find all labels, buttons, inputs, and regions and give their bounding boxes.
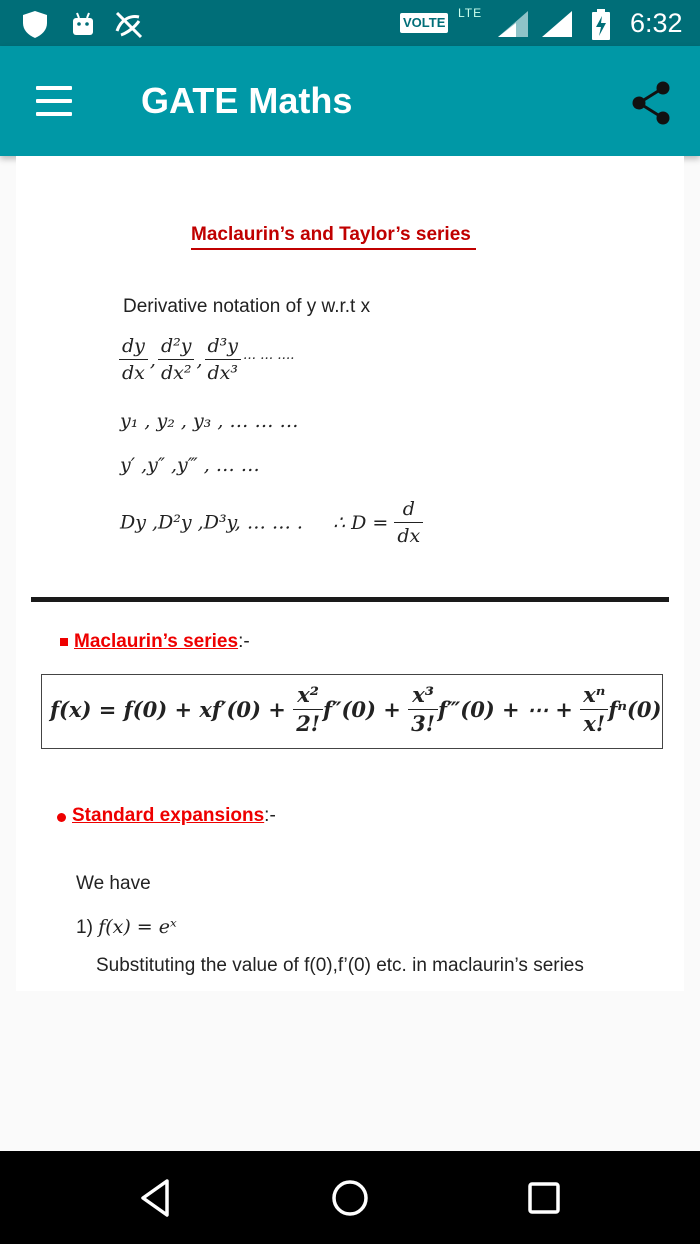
app-bar bbox=[0, 46, 700, 156]
maclaurin-formula-box bbox=[41, 674, 663, 749]
android-icon bbox=[68, 9, 98, 39]
clock: 6:32 bbox=[630, 8, 683, 38]
prime-notation: y′ ,y″ ,y‴ , … … bbox=[120, 454, 260, 476]
derivative-intro: Derivative notation of y w.r.t x bbox=[123, 296, 371, 317]
menu-button[interactable] bbox=[30, 82, 80, 120]
shield-icon bbox=[20, 9, 50, 39]
no-sync-icon bbox=[113, 9, 145, 39]
page-heading: Maclaurin’s and Taylor’s series bbox=[191, 224, 476, 250]
app-title: GATE Maths bbox=[141, 80, 353, 121]
fraction-d2y-dx2: $\frac{\text{d²y}}{\text{dx²}}$ bbox=[158, 333, 195, 386]
bullet-dot-icon bbox=[57, 813, 66, 822]
fraction-d-dx: $\frac{d}{dx}$ bbox=[394, 496, 423, 549]
section-divider bbox=[31, 597, 669, 602]
we-have-text: We have bbox=[76, 873, 151, 894]
signal-full-icon bbox=[540, 9, 574, 39]
home-icon[interactable] bbox=[327, 1175, 373, 1221]
lte-label: LTE bbox=[458, 6, 483, 20]
signal-icon bbox=[496, 9, 530, 39]
maclaurin-formula: f(x) = f(0) + xf′(0) + $\frac{\text{x²}}{2!}$ f″(0) + $\frac{\text{x³}}{3!}$ f‴(0) + ⋯ + $\frac{\text{xⁿ}}{x!}$ fⁿ(0) bbox=[50, 682, 662, 736]
navigation-bar bbox=[0, 1151, 700, 1244]
back-icon[interactable] bbox=[133, 1175, 179, 1221]
volte-badge: VOLTE bbox=[400, 13, 448, 33]
content-page[interactable] bbox=[16, 156, 684, 991]
menu-icon bbox=[36, 86, 72, 90]
operator-notation: Dy ,D²y ,D³y, … … . ∴ D = $\frac{d}{dx}$ bbox=[120, 496, 423, 549]
substituting-text: Substituting the value of f(0),f’(0) etc. in maclaurin’s series bbox=[96, 955, 584, 976]
status-bar bbox=[0, 0, 700, 46]
fraction-notation: $\frac{dy}{dx}$ , $\frac{\text{d²y}}{\text{dx²}}$ , $\frac{\text{d³y}}{\text{dx³}}$ … … …. bbox=[119, 333, 296, 386]
fraction-dy-dx: $\frac{dy}{dx}$ bbox=[119, 333, 148, 386]
recents-icon[interactable] bbox=[521, 1175, 567, 1221]
battery-charging-icon bbox=[590, 9, 612, 41]
fraction-d3y-dx3: $\frac{\text{d³y}}{\text{dx³}}$ bbox=[205, 333, 242, 386]
standard-expansions-title: Standard expansions:- bbox=[72, 805, 276, 826]
subscript-notation: y₁ , y₂ , y₃ , … … … bbox=[120, 410, 299, 432]
maclaurin-title: Maclaurin’s series:- bbox=[74, 631, 250, 652]
example-1: 1) f(x) = eˣ bbox=[76, 916, 177, 938]
bullet-square-icon bbox=[60, 638, 68, 646]
share-icon[interactable] bbox=[628, 78, 678, 128]
